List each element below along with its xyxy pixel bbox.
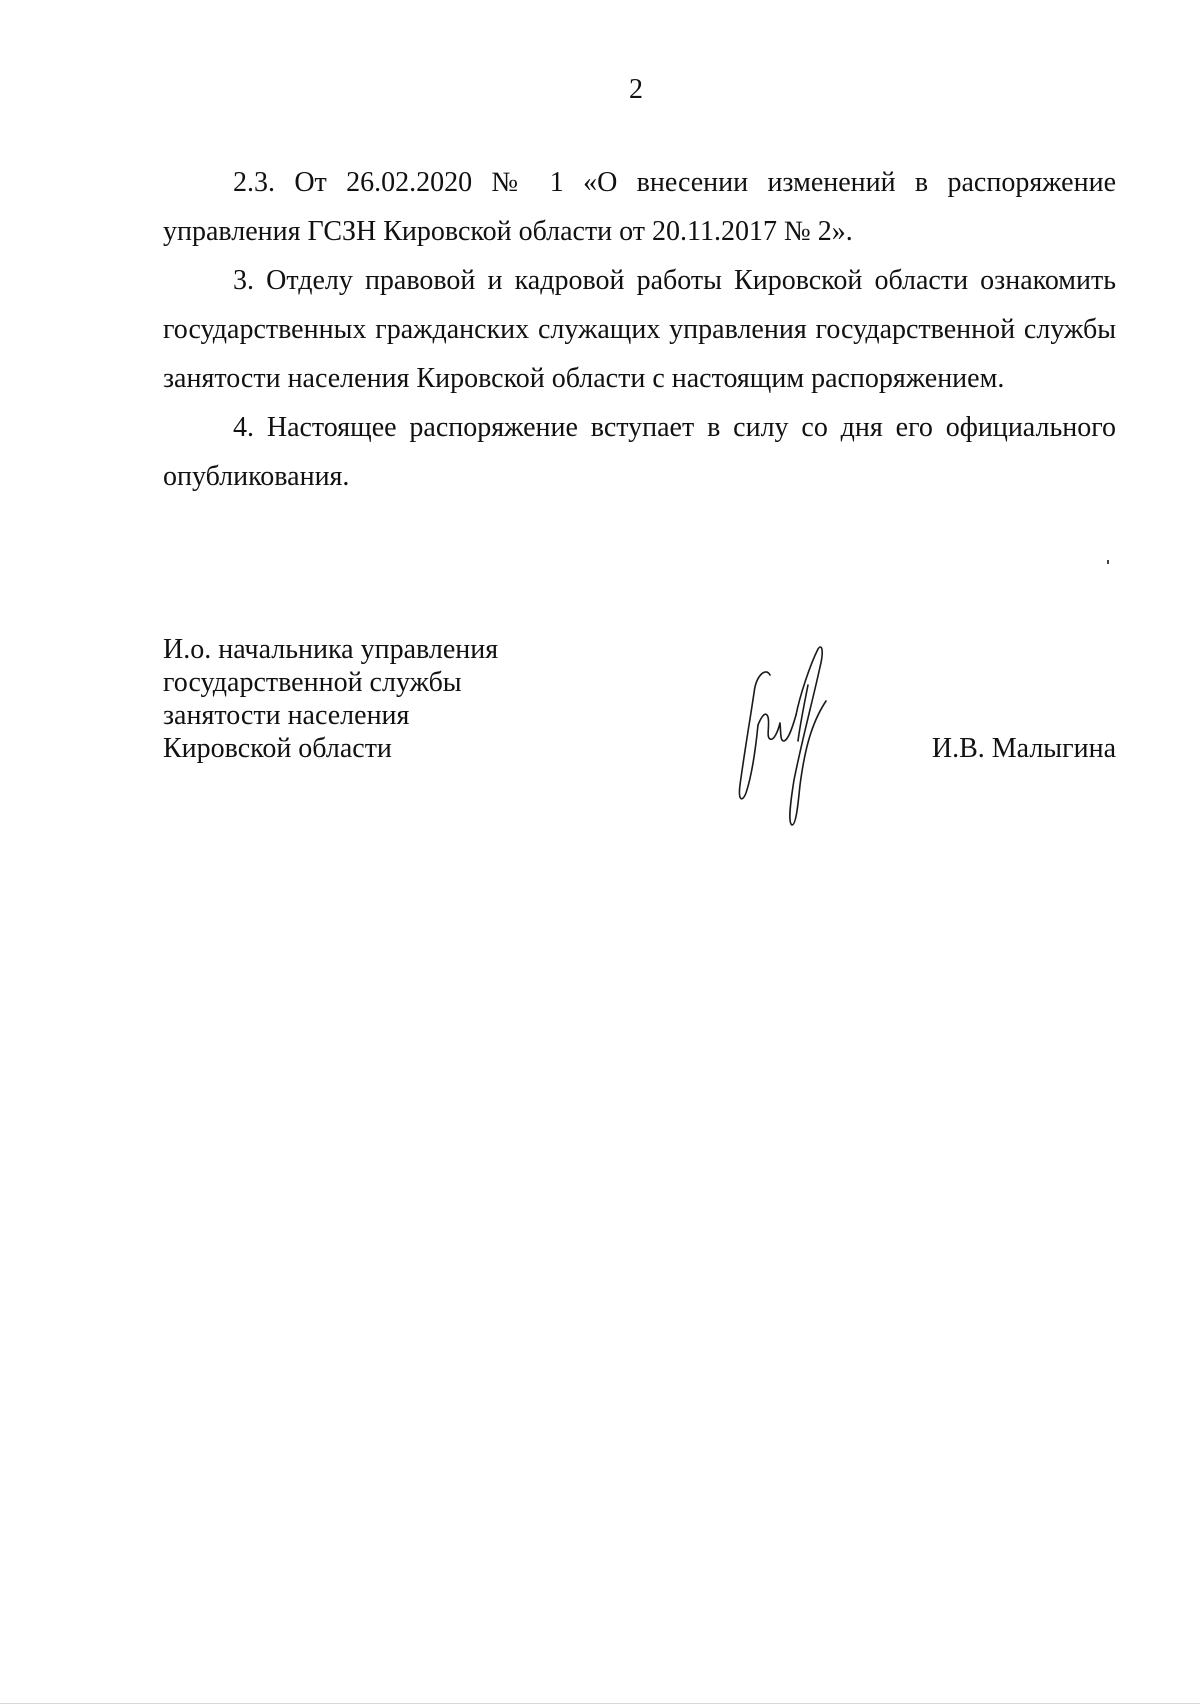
page-number: 2	[629, 74, 643, 105]
handwritten-signature	[730, 645, 870, 830]
signatory-title-line: государственной службы	[163, 667, 462, 698]
paragraph-4: 4. Настоящее распоряжение вступает в силу со дня его официального опубликования.	[163, 412, 1116, 492]
scan-speck	[1107, 560, 1109, 564]
signer-name: И.В. Малыгина	[931, 733, 1116, 764]
paragraph-2-3: 2.3. От 26.02.2020 № 1 «О внесении изменений в распоряжение управления ГСЗН Кировской области от 20.11.2017 № 2».	[163, 167, 1116, 247]
document-body	[163, 158, 1116, 501]
scan-edge-line	[0, 1703, 1200, 1704]
signatory-title-line: Кировской области	[163, 733, 392, 764]
signatory-title-line: И.о. начальника управления	[163, 634, 499, 665]
signatory-title-line: занятости населения	[163, 700, 410, 731]
signatory-title	[163, 633, 498, 765]
paragraph-3: 3. Отделу правовой и кадровой работы Кировской области ознакомить государственных гражданских служащих управления государственной службы занятости населения Кировской области с настоящим распоряжением.	[163, 265, 1116, 394]
